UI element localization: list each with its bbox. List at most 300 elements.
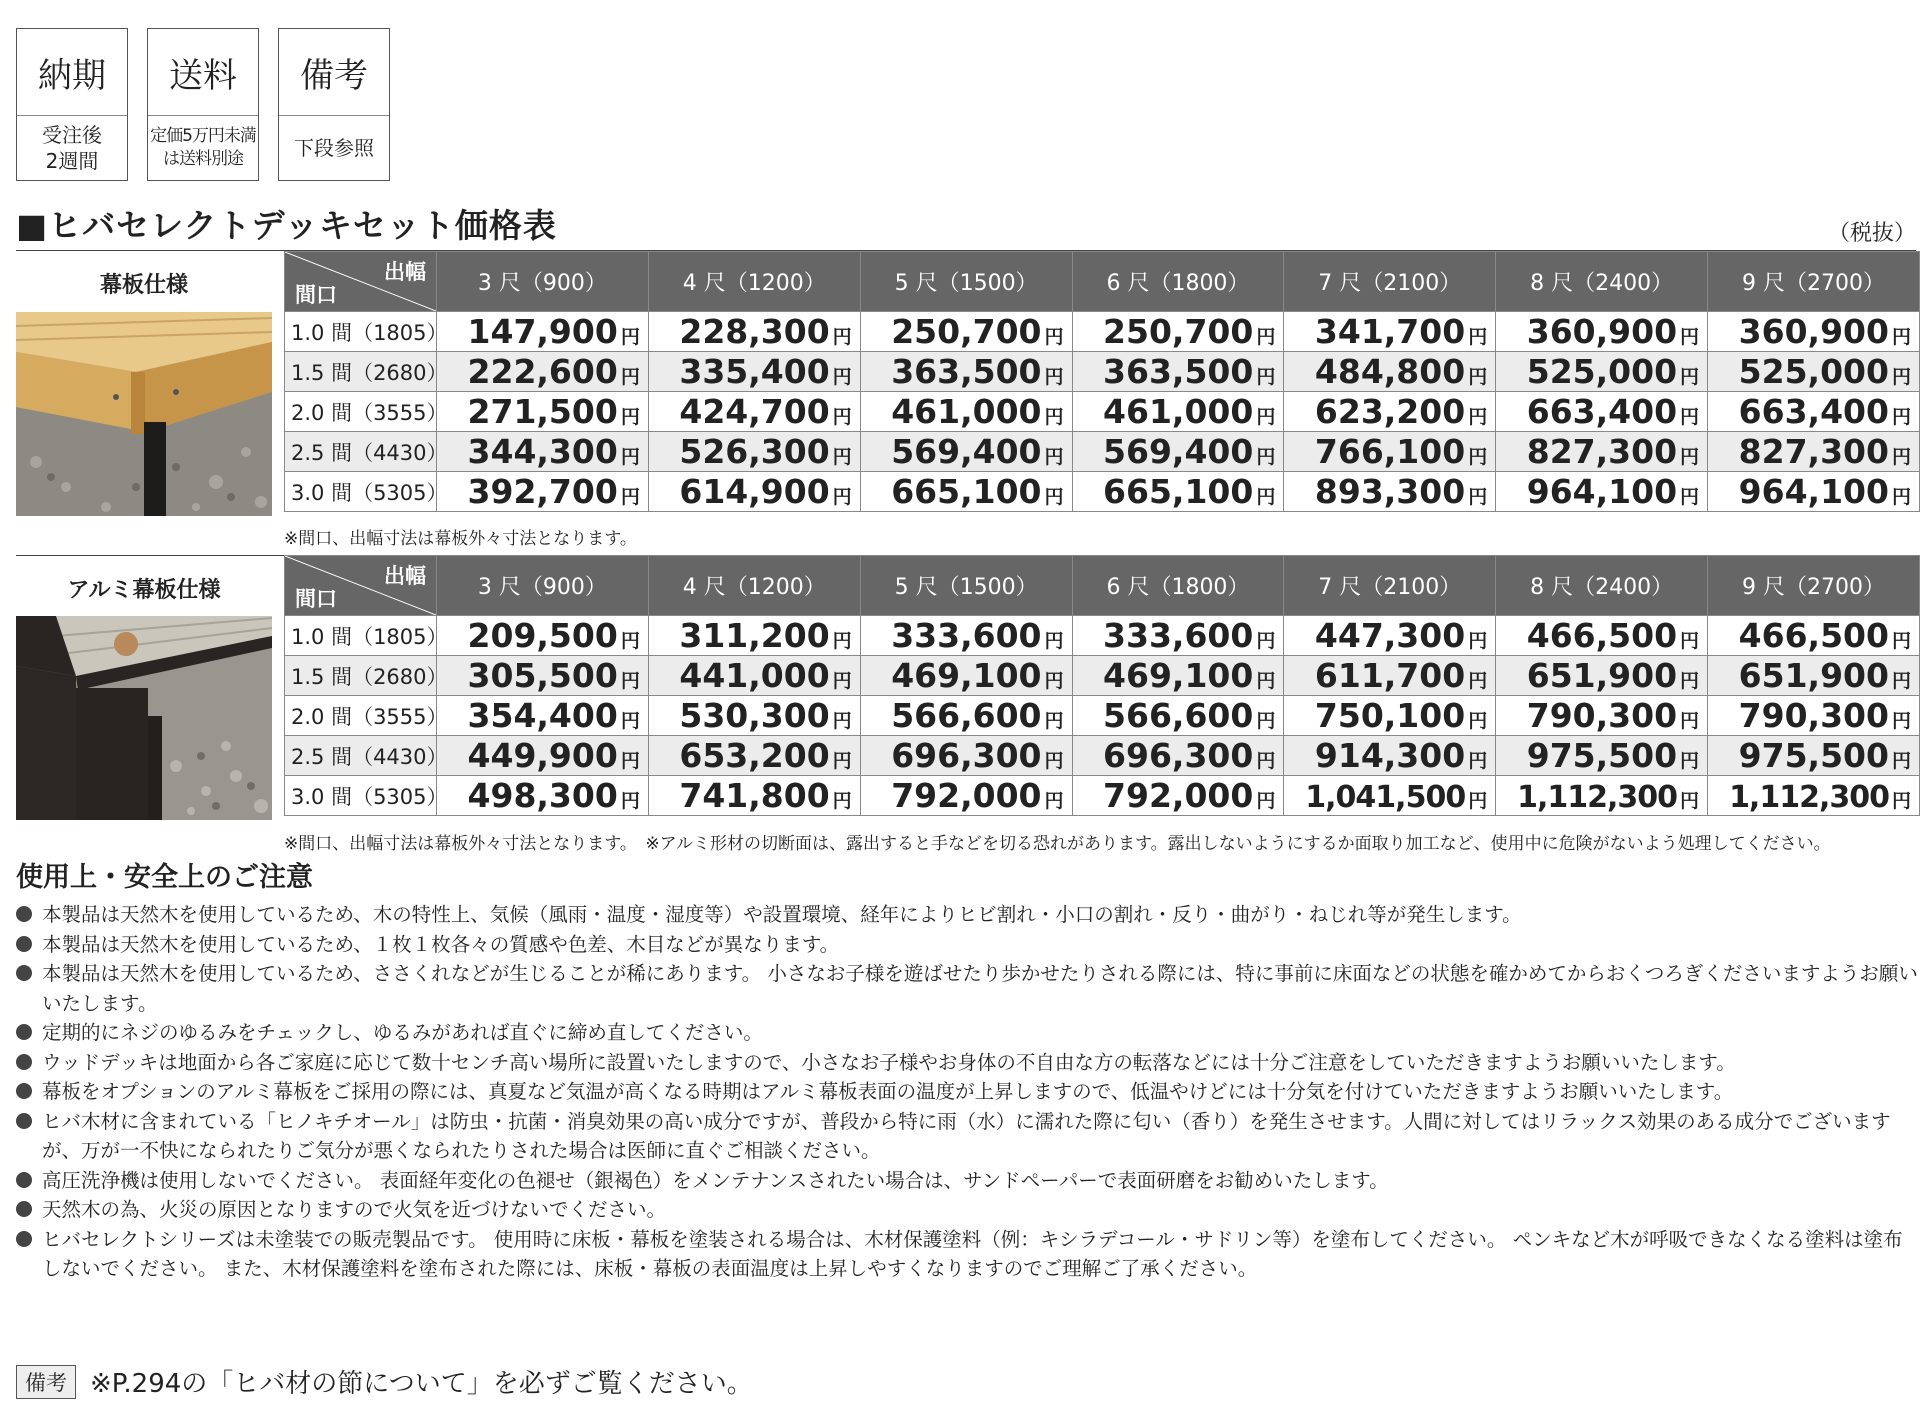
price-cell bbox=[1284, 392, 1496, 432]
span-header: 間口 bbox=[295, 587, 337, 611]
price-cell bbox=[1072, 392, 1284, 432]
caution-item bbox=[16, 1107, 1920, 1166]
price-cell bbox=[437, 736, 649, 776]
price-cell bbox=[437, 776, 649, 816]
yen-unit: 円 bbox=[1680, 630, 1700, 652]
price-value: 611,700 bbox=[1314, 656, 1466, 695]
price-value: 449,900 bbox=[467, 736, 618, 775]
price-value: 209,500 bbox=[467, 616, 618, 655]
deck-photo-wood bbox=[16, 312, 272, 516]
price-cell bbox=[437, 432, 649, 472]
price-cell bbox=[648, 432, 860, 472]
table-row bbox=[285, 312, 1920, 352]
price-cell bbox=[648, 352, 860, 392]
caution-text: 定期的にネジのゆるみをチェックし、ゆるみがあれば直ぐに締め直してください。 bbox=[42, 1021, 763, 1044]
price-cell bbox=[1072, 776, 1284, 816]
yen-unit: 円 bbox=[620, 670, 640, 692]
yen-unit: 円 bbox=[1680, 710, 1700, 732]
yen-unit: 円 bbox=[1891, 670, 1911, 692]
yen-unit: 円 bbox=[1891, 790, 1911, 812]
yen-unit: 円 bbox=[1680, 790, 1700, 812]
yen-unit: 円 bbox=[832, 446, 852, 468]
price-cell bbox=[1708, 776, 1920, 816]
yen-unit: 円 bbox=[1891, 630, 1911, 652]
price-cell bbox=[1708, 472, 1920, 512]
info-body: 受注後 2週間 bbox=[42, 123, 102, 173]
column-header: 5 尺（1500） bbox=[860, 556, 1072, 616]
price-value: 360,900 bbox=[1526, 312, 1678, 351]
price-cell bbox=[860, 696, 1072, 736]
bullet-icon bbox=[16, 1024, 32, 1040]
yen-unit: 円 bbox=[1891, 406, 1911, 428]
yen-unit: 円 bbox=[1468, 670, 1488, 692]
width-header: 出幅 bbox=[384, 260, 426, 284]
bullet-icon bbox=[16, 906, 32, 922]
caution-item bbox=[16, 900, 1920, 930]
spec-label-wood-fascia: 幕板仕様 bbox=[99, 273, 188, 298]
caution-text: ウッドデッキは地面から各ご家庭に応じて数十センチ高い場所に設置いたしますので、小さなお子様やお身体の不自由な方の転落などには十分ご注意をしていただきますようお願いいたします。 bbox=[42, 1050, 1736, 1074]
bullet-icon bbox=[16, 965, 32, 981]
column-header: 3 尺（900） bbox=[437, 556, 649, 616]
price-value: 623,200 bbox=[1314, 392, 1466, 431]
yen-unit: 円 bbox=[620, 446, 640, 468]
price-value: 566,600 bbox=[1103, 696, 1254, 735]
column-header: 9 尺（2700） bbox=[1708, 252, 1920, 312]
price-cell bbox=[437, 472, 649, 512]
yen-unit: 円 bbox=[1044, 710, 1064, 732]
yen-unit: 円 bbox=[1680, 750, 1700, 772]
price-value: 964,100 bbox=[1526, 472, 1678, 511]
price-cell bbox=[1496, 616, 1708, 656]
yen-unit: 円 bbox=[1256, 486, 1276, 508]
price-cell bbox=[1284, 776, 1496, 816]
price-value: 333,600 bbox=[1103, 616, 1254, 655]
price-cell bbox=[1496, 776, 1708, 816]
price-value: 525,000 bbox=[1526, 352, 1678, 391]
price-cell bbox=[1284, 472, 1496, 512]
price-value: 914,300 bbox=[1314, 736, 1466, 775]
yen-unit: 円 bbox=[1891, 366, 1911, 388]
column-header: 9 尺（2700） bbox=[1708, 556, 1920, 616]
column-header: 4 尺（1200） bbox=[648, 252, 860, 312]
price-value: 447,300 bbox=[1314, 616, 1466, 655]
yen-unit: 円 bbox=[620, 750, 640, 772]
yen-unit: 円 bbox=[1891, 710, 1911, 732]
price-value: 363,500 bbox=[891, 352, 1042, 391]
info-title: 納期 bbox=[17, 29, 127, 116]
caution-text: 本製品は天然木を使用しているため、１枚１枚各々の質感や色差、木目などが異なります。 bbox=[42, 932, 840, 956]
yen-unit: 円 bbox=[1044, 326, 1064, 348]
yen-unit: 円 bbox=[1044, 750, 1064, 772]
column-header: 6 尺（1800） bbox=[1072, 556, 1284, 616]
price-cell bbox=[1496, 656, 1708, 696]
remarks-text: ※P.294の「ヒバ材の節について」を必ずご覧ください。 bbox=[90, 1369, 753, 1399]
yen-unit: 円 bbox=[1680, 670, 1700, 692]
price-cell bbox=[1496, 736, 1708, 776]
table-row bbox=[285, 696, 1920, 736]
yen-unit: 円 bbox=[1044, 366, 1064, 388]
price-cell bbox=[1708, 312, 1920, 352]
yen-unit: 円 bbox=[832, 326, 852, 348]
table-note: ※間口、出幅寸法は幕板外々寸法となります。 bbox=[284, 529, 637, 549]
yen-unit: 円 bbox=[1468, 486, 1488, 508]
price-cell bbox=[1072, 472, 1284, 512]
info-box-remarks bbox=[278, 28, 390, 181]
column-header: 8 尺（2400） bbox=[1496, 252, 1708, 312]
caution-item bbox=[16, 1048, 1920, 1078]
yen-unit: 円 bbox=[1044, 406, 1064, 428]
price-cell bbox=[1496, 312, 1708, 352]
column-header: 3 尺（900） bbox=[437, 252, 649, 312]
caution-item bbox=[16, 959, 1920, 1018]
yen-unit: 円 bbox=[832, 710, 852, 732]
price-value: 441,000 bbox=[679, 656, 830, 695]
price-value: 827,300 bbox=[1526, 432, 1678, 471]
tax-note: （税抜） bbox=[1827, 221, 1916, 246]
yen-unit: 円 bbox=[1468, 630, 1488, 652]
yen-unit: 円 bbox=[1891, 326, 1911, 348]
table-row bbox=[285, 432, 1920, 472]
remarks-footer bbox=[16, 1363, 753, 1400]
price-cell bbox=[1708, 656, 1920, 696]
info-box-shipping bbox=[147, 28, 259, 181]
yen-unit: 円 bbox=[832, 630, 852, 652]
price-value: 311,200 bbox=[679, 616, 830, 655]
price-cell bbox=[1496, 696, 1708, 736]
price-value: 363,500 bbox=[1103, 352, 1254, 391]
price-cell bbox=[437, 312, 649, 352]
price-cell bbox=[1496, 392, 1708, 432]
price-cell bbox=[860, 736, 1072, 776]
price-value: 360,900 bbox=[1738, 312, 1889, 351]
table-corner-header bbox=[285, 252, 437, 312]
price-value: 341,700 bbox=[1314, 312, 1466, 351]
yen-unit: 円 bbox=[1468, 790, 1488, 812]
price-value: 469,100 bbox=[1103, 656, 1254, 695]
price-cell bbox=[648, 616, 860, 656]
yen-unit: 円 bbox=[1468, 406, 1488, 428]
price-value: 469,100 bbox=[891, 656, 1042, 695]
yen-unit: 円 bbox=[1468, 710, 1488, 732]
yen-unit: 円 bbox=[1891, 446, 1911, 468]
price-value: 228,300 bbox=[679, 312, 830, 351]
price-value: 792,000 bbox=[891, 776, 1042, 815]
row-header: 1.0 間（1805） bbox=[285, 616, 437, 656]
price-value: 271,500 bbox=[467, 392, 618, 431]
table-note: ※間口、出幅寸法は幕板外々寸法となります。 ※アルミ形材の切断面は、露出すると手などを切る恐れがあります。露出しないようにするか面取り加工など、使用中に危険がないよう処理してください。 bbox=[284, 834, 1831, 854]
price-cell bbox=[648, 776, 860, 816]
yen-unit: 円 bbox=[1256, 670, 1276, 692]
price-value: 665,100 bbox=[1103, 472, 1254, 511]
row-header: 2.0 間（3555） bbox=[285, 696, 437, 736]
price-value: 466,500 bbox=[1738, 616, 1889, 655]
yen-unit: 円 bbox=[1256, 710, 1276, 732]
price-value: 569,400 bbox=[1103, 432, 1254, 471]
price-cell bbox=[1284, 312, 1496, 352]
price-value: 466,500 bbox=[1526, 616, 1678, 655]
yen-unit: 円 bbox=[1891, 750, 1911, 772]
remarks-tag: 備考 bbox=[16, 1365, 76, 1399]
row-header: 3.0 間（5305） bbox=[285, 472, 437, 512]
price-value: 498,300 bbox=[467, 776, 618, 815]
price-cell bbox=[648, 736, 860, 776]
price-value: 354,400 bbox=[467, 696, 618, 735]
price-value: 663,400 bbox=[1738, 392, 1889, 431]
yen-unit: 円 bbox=[832, 366, 852, 388]
yen-unit: 円 bbox=[620, 366, 640, 388]
table-row bbox=[285, 776, 1920, 816]
price-value: 1,112,300 bbox=[1729, 780, 1889, 815]
price-cell bbox=[1496, 472, 1708, 512]
price-cell bbox=[648, 696, 860, 736]
table-row bbox=[285, 472, 1920, 512]
price-value: 525,000 bbox=[1738, 352, 1889, 391]
yen-unit: 円 bbox=[1468, 750, 1488, 772]
price-cell bbox=[860, 656, 1072, 696]
yen-unit: 円 bbox=[1891, 486, 1911, 508]
price-value: 696,300 bbox=[1103, 736, 1254, 775]
caution-item bbox=[16, 1225, 1920, 1284]
price-value: 696,300 bbox=[891, 736, 1042, 775]
row-header: 3.0 間（5305） bbox=[285, 776, 437, 816]
yen-unit: 円 bbox=[832, 750, 852, 772]
price-cell bbox=[1284, 616, 1496, 656]
price-cell bbox=[1284, 656, 1496, 696]
price-value: 653,200 bbox=[679, 736, 830, 775]
price-value: 392,700 bbox=[467, 472, 618, 511]
yen-unit: 円 bbox=[1256, 366, 1276, 388]
span-header: 間口 bbox=[295, 283, 337, 307]
price-cell bbox=[860, 392, 1072, 432]
price-value: 484,800 bbox=[1314, 352, 1466, 391]
yen-unit: 円 bbox=[832, 670, 852, 692]
price-value: 569,400 bbox=[891, 432, 1042, 471]
price-cell bbox=[1284, 736, 1496, 776]
price-cell bbox=[437, 696, 649, 736]
price-cell bbox=[860, 352, 1072, 392]
yen-unit: 円 bbox=[832, 486, 852, 508]
price-value: 1,112,300 bbox=[1517, 780, 1678, 815]
price-value: 792,000 bbox=[1103, 776, 1254, 815]
info-body: 定価5万円未満 は送料別途 bbox=[150, 126, 256, 169]
column-header: 5 尺（1500） bbox=[860, 252, 1072, 312]
price-value: 526,300 bbox=[679, 432, 830, 471]
yen-unit: 円 bbox=[1256, 750, 1276, 772]
caution-text: 天然木の為、火災の原因となりますので火気を近づけないでください。 bbox=[42, 1198, 667, 1221]
table-row bbox=[285, 352, 1920, 392]
yen-unit: 円 bbox=[1680, 406, 1700, 428]
yen-unit: 円 bbox=[1044, 790, 1064, 812]
bullet-icon bbox=[16, 1083, 32, 1099]
price-cell bbox=[648, 392, 860, 432]
yen-unit: 円 bbox=[1256, 630, 1276, 652]
caution-text: ヒバ木材に含まれている「ヒノキチオール」は防虫・抗菌・消臭効果の高い成分ですが、普段から特に雨（水）に濡れた際に匂い（香り）を発生させます。人間に対してはリラックス効果のある成分でございますが、万が一不快になられたりご気分が悪くなられたりされた場合は医師に直ぐご相談ください。 bbox=[42, 1109, 1891, 1162]
yen-unit: 円 bbox=[1468, 446, 1488, 468]
yen-unit: 円 bbox=[620, 326, 640, 348]
yen-unit: 円 bbox=[1256, 326, 1276, 348]
price-value: 663,400 bbox=[1526, 392, 1678, 431]
yen-unit: 円 bbox=[620, 710, 640, 732]
yen-unit: 円 bbox=[1468, 326, 1488, 348]
caution-item bbox=[16, 1195, 1920, 1225]
bullet-icon bbox=[16, 1201, 32, 1217]
price-value: 424,700 bbox=[679, 392, 830, 431]
price-cell bbox=[1072, 616, 1284, 656]
cautions-list bbox=[16, 900, 1920, 1284]
price-cell bbox=[1284, 352, 1496, 392]
bullet-icon bbox=[16, 1054, 32, 1070]
table-row bbox=[285, 656, 1920, 696]
info-title: 送料 bbox=[148, 29, 258, 116]
price-value: 333,600 bbox=[891, 616, 1042, 655]
caution-item bbox=[16, 1077, 1920, 1107]
price-table-title: ■ヒバセレクトデッキセット価格表 bbox=[16, 206, 557, 245]
price-value: 147,900 bbox=[467, 312, 618, 351]
caution-text: 高圧洗浄機は使用しないでください。 表面経年変化の色褪せ（銀褐色）をメンテナンスされたい場合は、サンドペーパーで表面研磨をお勧めいたします。 bbox=[42, 1168, 1389, 1192]
caution-item bbox=[16, 1166, 1920, 1196]
yen-unit: 円 bbox=[1680, 446, 1700, 468]
price-value: 1,041,500 bbox=[1305, 780, 1466, 815]
price-value: 893,300 bbox=[1314, 472, 1466, 511]
price-value: 827,300 bbox=[1738, 432, 1889, 471]
price-value: 790,300 bbox=[1526, 696, 1678, 735]
price-cell bbox=[1708, 432, 1920, 472]
yen-unit: 円 bbox=[1256, 406, 1276, 428]
caution-item bbox=[16, 1018, 1920, 1048]
price-value: 250,700 bbox=[1103, 312, 1254, 351]
caution-item bbox=[16, 930, 1920, 960]
caution-text: 本製品は天然木を使用しているため、木の特性上、気候（風雨・温度・湿度等）や設置環境、経年によりヒビ割れ・小口の割れ・反り・曲がり・ねじれ等が発生します。 bbox=[42, 903, 1522, 926]
price-cell bbox=[1072, 352, 1284, 392]
caution-text: 本製品は天然木を使用しているため、ささくれなどが生じることが稀にあります。 小さなお子様を遊ばせたり歩かせたりされる際には、特に事前に床面などの状態を確かめてからおくつろぎくださいますようお願いいたします。 bbox=[42, 962, 1918, 1015]
price-value: 335,400 bbox=[679, 352, 830, 391]
row-header: 2.5 間（4430） bbox=[285, 736, 437, 776]
bullet-icon bbox=[16, 1231, 32, 1247]
price-cell bbox=[1708, 736, 1920, 776]
table-row bbox=[285, 616, 1920, 656]
caution-text: ヒバセレクトシリーズは未塗装での販売製品です。 使用時に床板・幕板を塗装される場合は、木材保護塗料（例：キシラデコール・サドリン等）を塗布してください。 ペンキなど木が呼吸できなくなる塗料は塗布しないでください。 また、木材保護塗料を塗布された際には、床板・幕板の表面温度は上昇しやすくなりますのでご理解ご了承ください。 bbox=[42, 1227, 1903, 1280]
column-header: 4 尺（1200） bbox=[648, 556, 860, 616]
column-header: 7 尺（2100） bbox=[1284, 556, 1496, 616]
yen-unit: 円 bbox=[832, 790, 852, 812]
price-cell bbox=[1708, 616, 1920, 656]
yen-unit: 円 bbox=[1256, 790, 1276, 812]
spec-label-aluminum-fascia: アルミ幕板仕様 bbox=[67, 578, 221, 603]
price-cell bbox=[860, 472, 1072, 512]
width-header: 出幅 bbox=[384, 564, 426, 588]
deck-photo-aluminum bbox=[16, 616, 272, 820]
column-header: 6 尺（1800） bbox=[1072, 252, 1284, 312]
price-value: 975,500 bbox=[1738, 736, 1889, 775]
price-cell bbox=[1284, 696, 1496, 736]
price-value: 566,600 bbox=[891, 696, 1042, 735]
price-value: 651,900 bbox=[1738, 656, 1889, 695]
price-cell bbox=[648, 312, 860, 352]
price-cell bbox=[648, 472, 860, 512]
price-cell bbox=[1072, 656, 1284, 696]
row-header: 1.0 間（1805） bbox=[285, 312, 437, 352]
price-value: 305,500 bbox=[467, 656, 618, 695]
price-cell bbox=[648, 656, 860, 696]
price-value: 461,000 bbox=[891, 392, 1042, 431]
price-cell bbox=[437, 656, 649, 696]
yen-unit: 円 bbox=[620, 406, 640, 428]
yen-unit: 円 bbox=[832, 406, 852, 428]
price-table-aluminum-fascia bbox=[284, 555, 1920, 816]
yen-unit: 円 bbox=[1256, 446, 1276, 468]
yen-unit: 円 bbox=[620, 630, 640, 652]
bullet-icon bbox=[16, 1172, 32, 1188]
price-cell bbox=[860, 776, 1072, 816]
yen-unit: 円 bbox=[1680, 486, 1700, 508]
price-value: 750,100 bbox=[1314, 696, 1466, 735]
price-value: 665,100 bbox=[891, 472, 1042, 511]
yen-unit: 円 bbox=[1044, 670, 1064, 692]
price-value: 790,300 bbox=[1738, 696, 1889, 735]
price-cell bbox=[1072, 432, 1284, 472]
price-cell bbox=[1708, 696, 1920, 736]
price-value: 344,300 bbox=[467, 432, 618, 471]
price-cell bbox=[1072, 696, 1284, 736]
price-cell bbox=[437, 352, 649, 392]
caution-text: 幕板をオプションのアルミ幕板をご採用の際には、真夏など気温が高くなる時期はアルミ幕板表面の温度が上昇しますので、低温やけどには十分気を付けていただきますようお願いいたします。 bbox=[42, 1080, 1734, 1103]
bullet-icon bbox=[16, 936, 32, 952]
yen-unit: 円 bbox=[1044, 630, 1064, 652]
row-header: 1.5 間（2680） bbox=[285, 656, 437, 696]
yen-unit: 円 bbox=[620, 486, 640, 508]
price-cell bbox=[860, 312, 1072, 352]
table-row bbox=[285, 736, 1920, 776]
yen-unit: 円 bbox=[620, 790, 640, 812]
price-cell bbox=[1072, 736, 1284, 776]
row-header: 1.5 間（2680） bbox=[285, 352, 437, 392]
table-corner-header bbox=[285, 556, 437, 616]
price-value: 651,900 bbox=[1526, 656, 1678, 695]
price-value: 222,600 bbox=[467, 352, 618, 391]
yen-unit: 円 bbox=[1680, 326, 1700, 348]
price-cell bbox=[1496, 352, 1708, 392]
column-header: 7 尺（2100） bbox=[1284, 252, 1496, 312]
price-cell bbox=[860, 616, 1072, 656]
yen-unit: 円 bbox=[1044, 446, 1064, 468]
info-box-delivery bbox=[16, 28, 128, 181]
price-cell bbox=[1496, 432, 1708, 472]
price-value: 530,300 bbox=[679, 696, 830, 735]
price-value: 250,700 bbox=[891, 312, 1042, 351]
price-cell bbox=[1708, 352, 1920, 392]
info-title: 備考 bbox=[279, 29, 389, 116]
price-cell bbox=[1708, 392, 1920, 432]
price-cell bbox=[1284, 432, 1496, 472]
price-cell bbox=[437, 616, 649, 656]
cautions-title: 使用上・安全上のご注意 bbox=[16, 862, 313, 893]
info-body: 下段参照 bbox=[294, 136, 374, 160]
yen-unit: 円 bbox=[1468, 366, 1488, 388]
price-value: 741,800 bbox=[679, 776, 830, 815]
row-header: 2.5 間（4430） bbox=[285, 432, 437, 472]
column-header: 8 尺（2400） bbox=[1496, 556, 1708, 616]
price-cell bbox=[437, 392, 649, 432]
price-cell bbox=[860, 432, 1072, 472]
price-value: 964,100 bbox=[1738, 472, 1889, 511]
yen-unit: 円 bbox=[1044, 486, 1064, 508]
price-value: 766,100 bbox=[1314, 432, 1466, 471]
row-header: 2.0 間（3555） bbox=[285, 392, 437, 432]
price-cell bbox=[1072, 312, 1284, 352]
price-value: 614,900 bbox=[679, 472, 830, 511]
price-value: 461,000 bbox=[1103, 392, 1254, 431]
price-table-wood-fascia bbox=[284, 251, 1920, 512]
